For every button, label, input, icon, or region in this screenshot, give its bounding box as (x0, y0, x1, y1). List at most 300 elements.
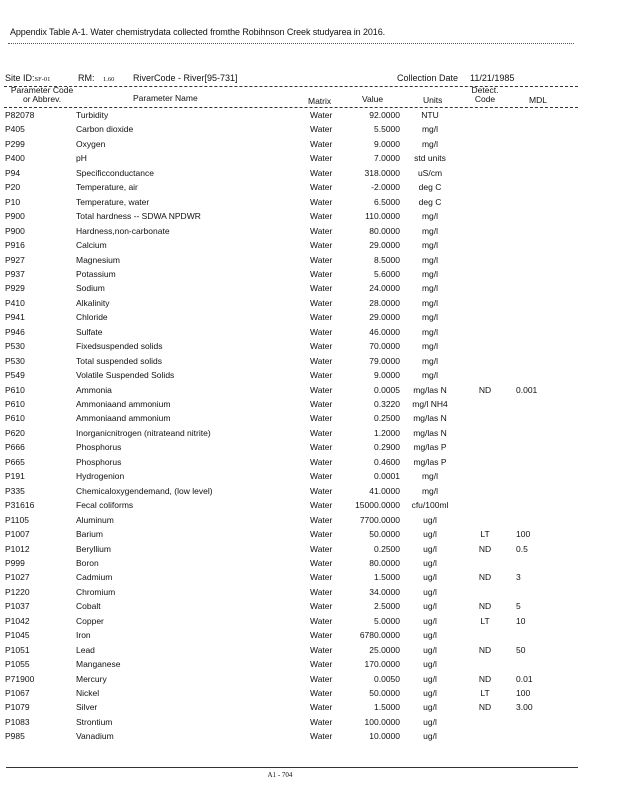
matrix-cell: Water (310, 442, 333, 453)
param-code-header-line1: Parameter Code (10, 85, 74, 95)
table-row (0, 514, 618, 528)
matrix-cell: Water (310, 297, 333, 308)
param-name-cell: Phosphorus (76, 442, 122, 453)
matrix-cell: Water (310, 384, 333, 395)
param-code-cell: P1051 (5, 644, 30, 655)
value-cell: 5.5000 (374, 124, 400, 135)
param-name-cell: pH (76, 153, 87, 164)
matrix-cell: Water (310, 268, 333, 279)
mdl-cell: 5 (516, 601, 521, 612)
page-bottom-rule (6, 767, 578, 768)
param-code-cell: P20 (5, 182, 21, 193)
matrix-cell: Water (310, 355, 333, 366)
param-code-cell: P10 (5, 196, 21, 207)
units-cell: cfu/100ml (411, 500, 449, 511)
units-cell: deg C (418, 196, 442, 207)
param-name-cell: Cobalt (76, 601, 101, 612)
table-row (0, 615, 618, 629)
matrix-cell: Water (310, 225, 333, 236)
matrix-cell: Water (310, 413, 333, 424)
table-row (0, 485, 618, 499)
matrix-cell: Water (310, 500, 333, 511)
units-cell: mg/l (421, 485, 439, 496)
matrix-cell: Water (310, 240, 333, 251)
units-cell: mg/las N (413, 384, 447, 395)
param-name-cell: Ammoniaand ammonium (76, 399, 171, 409)
table-row (0, 138, 618, 152)
header-bottom-divider (4, 107, 578, 108)
param-code-cell: P549 (5, 370, 25, 381)
units-cell: ug/l (423, 572, 437, 583)
matrix-cell: Water (310, 254, 333, 265)
table-row (0, 586, 618, 600)
value-cell: 100.0000 (364, 716, 400, 727)
matrix-cell: Water (310, 211, 333, 222)
value-cell: 8.5000 (374, 254, 400, 265)
table-row (0, 369, 618, 383)
table-row (0, 543, 618, 557)
param-name-cell: Alkalinity (76, 297, 110, 308)
mdl-cell: 100 (516, 688, 531, 698)
param-code-cell: P1079 (5, 702, 30, 713)
value-cell: 0.0001 (374, 471, 400, 482)
matrix-cell: Water (310, 659, 333, 670)
table-row (0, 167, 618, 181)
matrix-cell: Water (310, 312, 333, 323)
units-cell: ug/l (423, 557, 437, 568)
param-code-cell: P191 (5, 471, 25, 482)
param-name-cell: Magnesium (76, 254, 120, 265)
units-cell: ug/l (423, 514, 437, 525)
units-cell: mg/l NH4 (412, 399, 448, 409)
units-cell: ug/l (423, 543, 437, 554)
collection-date-value: 11/21/1985 (470, 73, 515, 83)
param-code-cell: P82078 (5, 110, 35, 120)
value-cell: 80.0000 (369, 225, 400, 236)
units-cell: ug/l (423, 673, 437, 684)
units-cell: ug/l (423, 586, 437, 597)
table-row (0, 600, 618, 614)
value-cell: 10.0000 (369, 731, 400, 742)
site-id-label: Site ID: (5, 73, 35, 83)
value-cell: 1.5000 (374, 572, 400, 583)
table-row (0, 470, 618, 484)
param-code-cell: P1012 (5, 543, 30, 554)
units-cell: NTU (421, 110, 439, 120)
param-name-cell: Carbon dioxide (76, 124, 134, 135)
param-name-cell: Beryllium (76, 543, 111, 554)
units-cell: ug/l (423, 529, 437, 540)
units-cell: mg/l (421, 326, 439, 337)
mdl-cell: 0.5 (516, 543, 528, 554)
detect-code-cell: ND (478, 702, 492, 713)
collection-date-label: Collection Date (397, 73, 459, 83)
units-cell: uS/cm (417, 167, 443, 178)
value-cell: 41.0000 (369, 485, 400, 496)
table-row (0, 268, 618, 282)
param-name-cell: Strontium (76, 716, 113, 727)
param-name-cell: Phosphorus (76, 456, 122, 467)
table-row (0, 282, 618, 296)
param-name-cell: Mercury (76, 673, 107, 684)
units-cell: ug/l (423, 644, 437, 655)
param-name-cell: Oxygen (76, 138, 106, 149)
param-code-cell: P937 (5, 268, 25, 279)
value-cell: 1.2000 (374, 427, 400, 438)
matrix-cell: Water (310, 630, 333, 641)
value-cell: 6.5000 (374, 196, 400, 207)
param-code-cell: P900 (5, 225, 25, 236)
mdl-cell: 100 (516, 529, 531, 540)
detect-code-cell: LT (480, 615, 490, 626)
param-code-header-line2: or Abbrev. (22, 94, 62, 104)
param-name-header: Parameter Name (133, 93, 198, 103)
param-name-cell: Lead (76, 644, 95, 655)
param-name-cell: Iron (76, 630, 91, 641)
table-row (0, 716, 618, 730)
value-cell: 7700.0000 (359, 514, 400, 525)
matrix-cell: Water (310, 702, 333, 713)
param-name-cell: Nickel (76, 688, 100, 698)
site-id-value: SF-01 (34, 76, 51, 83)
param-name-cell: Fecal coliforms (76, 500, 134, 511)
matrix-cell: Water (310, 688, 333, 698)
param-name-cell: Calcium (76, 240, 107, 251)
table-row (0, 499, 618, 513)
value-cell: 46.0000 (369, 326, 400, 337)
param-code-cell: P916 (5, 240, 25, 251)
value-cell: 0.0050 (374, 673, 400, 684)
units-cell: mg/las P (413, 456, 447, 467)
table-row (0, 629, 618, 643)
param-code-cell: P941 (5, 312, 25, 323)
param-name-cell: Barium (76, 529, 103, 540)
matrix-cell: Water (310, 326, 333, 337)
table-row (0, 701, 618, 715)
table-row (0, 181, 618, 195)
param-name-cell: Fixedsuspended solids (76, 341, 163, 352)
param-name-cell: Inorganicnitrogen (nitrateand nitrite) (76, 427, 211, 438)
mdl-cell: 3.00 (516, 702, 533, 713)
units-cell: ug/l (423, 615, 437, 626)
param-code-cell: P610 (5, 384, 25, 395)
units-cell: mg/l (421, 211, 439, 222)
value-cell: 92.0000 (369, 110, 400, 120)
param-name-cell: Ammonia (76, 384, 112, 395)
matrix-cell: Water (310, 529, 333, 540)
param-code-cell: P999 (5, 557, 25, 568)
detect-code-cell: LT (480, 529, 490, 540)
river-code: RiverCode - River[95-731] (133, 73, 238, 83)
units-cell: mg/l (421, 370, 439, 381)
units-cell: std units (414, 153, 446, 164)
units-cell: ug/l (423, 630, 437, 641)
matrix-cell: Water (310, 557, 333, 568)
table-row (0, 297, 618, 311)
param-code-cell: P900 (5, 211, 25, 222)
param-code-cell: P1220 (5, 586, 30, 597)
param-name-cell: Chemicaloxygendemand, (low level) (76, 485, 213, 496)
param-code-cell: P1105 (5, 514, 29, 525)
page-footer: A1 - 704 (267, 771, 293, 779)
param-code-cell: P610 (5, 413, 25, 424)
param-name-cell: Silver (76, 702, 98, 713)
param-code-cell: P1055 (5, 659, 30, 670)
value-cell: 2.5000 (374, 601, 400, 612)
detect-code-cell: ND (478, 384, 492, 395)
value-cell: 50.0000 (369, 688, 400, 698)
matrix-cell: Water (310, 167, 333, 178)
param-name-cell: Aluminum (76, 514, 114, 525)
table-row (0, 456, 618, 470)
matrix-cell: Water (310, 615, 333, 626)
units-cell: ug/l (423, 659, 437, 670)
param-name-cell: Vanadium (76, 731, 114, 742)
param-code-cell: P410 (5, 297, 25, 308)
mdl-cell: 3 (516, 572, 521, 583)
table-row (0, 528, 618, 542)
matrix-cell: Water (310, 601, 333, 612)
value-cell: 34.0000 (369, 586, 400, 597)
rm-value: 1.60 (103, 76, 115, 83)
river-mile (78, 73, 114, 83)
param-code-cell: P405 (5, 124, 25, 135)
value-cell: 110.0000 (365, 211, 400, 222)
matrix-cell: Water (310, 586, 333, 597)
table-row (0, 109, 618, 123)
table-row (0, 673, 618, 687)
value-cell: 9.0000 (374, 138, 400, 149)
value-cell: 80.0000 (369, 557, 400, 568)
units-cell: mg/l (421, 225, 439, 236)
value-cell: 9.0000 (374, 370, 400, 381)
param-code-cell: P929 (5, 283, 25, 294)
table-row (0, 340, 618, 354)
mdl-cell: 0.01 (516, 673, 533, 684)
param-name-cell: Sulfate (76, 326, 103, 337)
units-cell: mg/l (421, 341, 439, 352)
value-cell: 318.0000 (364, 167, 400, 178)
value-header: Value (362, 94, 384, 104)
units-cell: ug/l (423, 702, 437, 713)
param-code-cell: P1083 (5, 716, 30, 727)
value-cell: 70.0000 (369, 341, 400, 352)
param-code-cell: P985 (5, 731, 25, 742)
param-code-cell: P71900 (5, 673, 35, 684)
value-cell: 170.0000 (364, 659, 400, 670)
matrix-cell: Water (310, 283, 333, 294)
param-name-cell: Manganese (76, 659, 121, 670)
param-code-cell: P1007 (5, 529, 30, 540)
matrix-header: Matrix (308, 96, 332, 106)
param-code-cell: P530 (5, 341, 25, 352)
units-cell: mg/l (421, 138, 439, 149)
param-code-cell: P1067 (5, 688, 30, 698)
matrix-cell: Water (310, 341, 333, 352)
units-cell: mg/l (421, 283, 439, 294)
rm-label: RM: (78, 73, 95, 83)
table-row (0, 427, 618, 441)
units-cell: mg/l (421, 240, 439, 251)
matrix-cell: Water (310, 110, 333, 120)
table-row (0, 441, 618, 455)
matrix-cell: Water (310, 514, 333, 525)
matrix-cell: Water (310, 485, 333, 496)
units-cell: mg/las N (413, 413, 447, 424)
param-name-cell: Hydrogenion (76, 471, 125, 482)
value-cell: 0.2500 (374, 543, 400, 554)
param-code-cell: P610 (5, 399, 25, 409)
units-cell: deg C (418, 182, 442, 193)
mdl-header: MDL (529, 95, 547, 105)
value-cell: 0.4600 (374, 456, 400, 467)
param-name-cell: Sodium (76, 283, 105, 294)
param-code-cell: P620 (5, 427, 25, 438)
param-code-header (5, 86, 79, 104)
table-row (0, 210, 618, 224)
units-header: Units (423, 95, 443, 105)
units-cell: mg/l (421, 471, 439, 482)
value-cell: 1.5000 (374, 702, 400, 713)
param-name-cell: Chloride (76, 312, 108, 323)
table-row (0, 398, 618, 412)
table-row (0, 254, 618, 268)
units-cell: mg/l (421, 268, 439, 279)
value-cell: 0.3220 (374, 399, 400, 409)
value-cell: 50.0000 (369, 529, 400, 540)
mdl-cell: 10 (516, 615, 526, 626)
matrix-cell: Water (310, 471, 333, 482)
detect-code-cell: ND (478, 673, 492, 684)
units-cell: ug/l (423, 601, 437, 612)
units-cell: mg/las P (413, 442, 447, 453)
param-name-cell: Total suspended solids (76, 355, 163, 366)
units-cell: mg/las N (413, 427, 447, 438)
detect-code-cell: ND (478, 572, 492, 583)
matrix-cell: Water (310, 138, 333, 149)
units-cell: mg/l (421, 312, 439, 323)
detect-code-cell: ND (478, 543, 492, 554)
table-row (0, 311, 618, 325)
matrix-cell: Water (310, 399, 333, 409)
param-code-cell: P400 (5, 153, 25, 164)
param-name-cell: Potassium (76, 268, 116, 279)
value-cell: 0.2900 (374, 442, 400, 453)
value-cell: 15000.0000 (355, 500, 400, 511)
value-cell: 7.0000 (374, 153, 400, 164)
param-code-cell: P31616 (5, 500, 35, 511)
units-cell: mg/l (421, 355, 439, 366)
detect-code-cell: ND (478, 644, 492, 655)
value-cell: 0.2500 (374, 413, 400, 424)
detect-code-header (470, 86, 500, 104)
mdl-cell: 50 (516, 644, 526, 655)
param-code-cell: P94 (5, 167, 21, 178)
param-name-cell: Cadmium (76, 572, 113, 583)
units-cell: ug/l (423, 716, 437, 727)
param-name-cell: Hardness,non-carbonate (76, 225, 170, 236)
param-name-cell: Chromium (76, 586, 116, 597)
detect-header-line2: Code (474, 94, 496, 104)
param-name-cell: Specificconductance (76, 167, 154, 178)
value-cell: 5.6000 (374, 268, 400, 279)
matrix-cell: Water (310, 456, 333, 467)
detect-header-line1: Detect. (471, 85, 499, 95)
param-name-cell: Ammoniaand ammonium (76, 413, 171, 424)
param-code-cell: P1027 (5, 572, 30, 583)
units-cell: mg/l (421, 124, 439, 135)
value-cell: 28.0000 (369, 297, 400, 308)
table-row (0, 658, 618, 672)
value-cell: 6780.0000 (359, 630, 400, 641)
param-code-cell: P666 (5, 442, 25, 453)
param-name-cell: Copper (76, 615, 104, 626)
table-row (0, 196, 618, 210)
units-cell: ug/l (423, 688, 437, 698)
matrix-cell: Water (310, 644, 333, 655)
table-row (0, 123, 618, 137)
param-code-cell: P299 (5, 138, 25, 149)
param-name-cell: Boron (76, 557, 99, 568)
value-cell: 25.0000 (369, 644, 400, 655)
table-row (0, 571, 618, 585)
value-cell: 79.0000 (369, 355, 400, 366)
param-name-cell: Total hardness -- SDWA NPDWR (76, 211, 201, 222)
param-code-cell: P1042 (5, 615, 30, 626)
table-row (0, 412, 618, 426)
units-cell: mg/l (421, 254, 439, 265)
title-dotted-divider (8, 43, 574, 44)
units-cell: ug/l (423, 731, 437, 742)
table-row (0, 326, 618, 340)
site-id (5, 73, 50, 83)
param-name-cell: Temperature, water (76, 196, 150, 207)
units-cell: mg/l (421, 297, 439, 308)
table-row (0, 355, 618, 369)
table-row (0, 644, 618, 658)
matrix-cell: Water (310, 182, 333, 193)
param-name-cell: Temperature, air (76, 182, 138, 193)
mdl-cell: 0.001 (516, 384, 538, 395)
value-cell: 29.0000 (369, 312, 400, 323)
param-name-cell: Turbidity (76, 110, 109, 120)
value-cell: 5.0000 (374, 615, 400, 626)
param-code-cell: P530 (5, 355, 25, 366)
detect-code-cell: ND (478, 601, 492, 612)
matrix-cell: Water (310, 370, 333, 381)
matrix-cell: Water (310, 716, 333, 727)
table-row (0, 152, 618, 166)
matrix-cell: Water (310, 196, 333, 207)
matrix-cell: Water (310, 673, 333, 684)
table-row (0, 687, 618, 701)
table-title: Appendix Table A-1. Water chemistrydata collected fromthe Robihnson Creek studyarea in 2016. (10, 27, 386, 37)
matrix-cell: Water (310, 427, 333, 438)
detect-code-cell: LT (480, 688, 490, 698)
param-code-cell: P1037 (5, 601, 30, 612)
matrix-cell: Water (310, 731, 333, 742)
param-code-cell: P927 (5, 254, 25, 265)
table-row (0, 730, 618, 744)
param-code-cell: P946 (5, 326, 25, 337)
matrix-cell: Water (310, 572, 333, 583)
param-code-cell: P335 (5, 485, 25, 496)
table-row (0, 384, 618, 398)
table-row (0, 239, 618, 253)
table-row (0, 557, 618, 571)
table-row (0, 225, 618, 239)
value-cell: 29.0000 (369, 240, 400, 251)
